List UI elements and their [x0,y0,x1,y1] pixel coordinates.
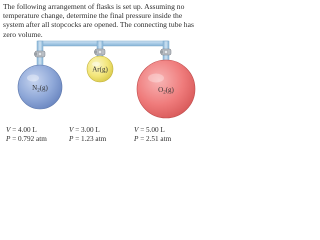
o2-stopcock [160,49,171,55]
ar-flask [87,56,113,82]
n2-volume: V = 4.00 L [6,126,37,134]
ar-flask-label: Ar(g) [92,65,108,74]
ar-specs [69,126,106,144]
ar-stopcock [94,49,105,55]
n2-flask [18,65,62,109]
n2-flask-label: $N_2(g)$ [32,84,48,94]
ar-volume: V = 3.00 L [69,126,100,134]
flask-apparatus [0,36,200,128]
o2-flask-label: $O_2(g)$ [158,86,174,96]
o2-pressure: P = 2.51 atm [134,135,172,143]
n2-pressure: P = 0.792 atm [6,135,47,143]
o2-flask [137,60,195,118]
n2-specs [6,126,47,144]
o2-specs [134,126,171,144]
problem-statement: The following arrangement of flasks is set up. Assuming no temperature change, determine the final pressure inside the system after all stopcocks are opened. The connecting tube has zero volume. [3,2,194,39]
n2-stopcock [34,51,45,57]
ar-pressure: P = 1.23 atm [69,135,107,143]
o2-volume: V = 5.00 L [134,126,165,134]
